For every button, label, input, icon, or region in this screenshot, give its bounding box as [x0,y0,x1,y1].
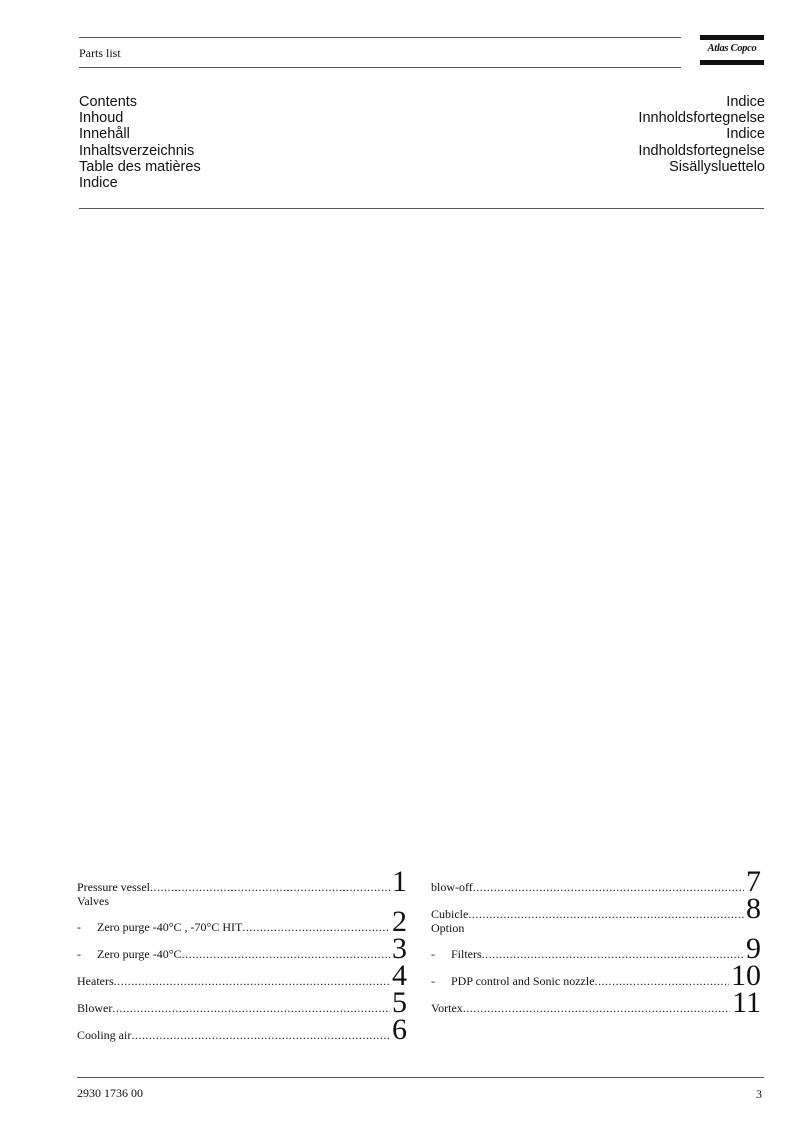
toc-entry-label: Filters [451,947,482,961]
atlas-copco-logo [700,35,764,66]
toc-entry-label: blow-off [431,880,473,894]
logo-bottom-bar [700,60,764,65]
toc-entry-label: Cooling air [77,1028,132,1042]
toc-entry-number: 11 [732,986,761,1019]
toc-entry-label: PDP control and Sonic nozzle [451,974,595,988]
toc-entry-number: 9 [746,932,761,965]
toc-entry-number: 6 [392,1013,407,1046]
toc-entry-number: 4 [392,959,407,992]
toc-entry[interactable] [431,892,761,925]
toc-entry[interactable] [77,959,407,992]
toc-entry-number: 8 [746,892,761,925]
toc-entry-label: Heaters [77,974,114,988]
heading-innehall: Innehåll [79,126,130,143]
heading-indice-it: Indice [79,175,118,192]
toc-entry[interactable] [431,921,761,965]
toc-dash: - [431,947,435,961]
toc-entry-label: Blower [77,1001,113,1015]
toc-entry-number: 7 [746,865,761,898]
dot-leader [150,880,390,895]
heading-indice-es: Indice [726,94,765,110]
toc-entry[interactable] [431,959,761,992]
toc-entry[interactable] [77,1013,407,1046]
heading-indice-pt: Indice [726,126,765,143]
toc-entry-label: Zero purge -40°C [97,947,182,961]
toc-entry[interactable] [77,894,407,938]
dot-leader [473,880,744,895]
toc-entry[interactable] [77,932,407,965]
contents-divider [79,208,764,209]
footer-rule [77,1077,764,1078]
dot-leader [242,920,390,935]
heading-inhaltsverzeichnis: Inhaltsverzeichnis [79,142,195,159]
toc-entry-label: Pressure vessel [77,880,150,894]
heading-indholdsfortegnelse: Indholdsfortegnelse [638,142,765,159]
header-top-rule [79,37,681,38]
toc-entry[interactable] [431,986,761,1019]
dot-leader [112,1001,390,1016]
heading-sisallysluettelo: Sisällysluettelo [669,158,765,175]
toc-entry-number: 10 [731,959,761,992]
toc-entry[interactable] [77,986,407,1019]
toc-entry-label: Zero purge -40°C , -70°C HIT [97,920,243,934]
toc-entry-number: 1 [392,865,407,898]
document-number: 2930 1736 00 [77,1086,143,1100]
toc-entry-number: 3 [392,932,407,965]
toc-entry-label: Vortex [431,1001,463,1015]
toc-dash: - [77,920,81,934]
contents-headings-left [79,94,201,191]
page-number: 3 [756,1087,762,1101]
dot-leader [595,974,729,989]
heading-contents: Contents [79,94,138,110]
toc-entry-label: Cubicle [431,907,469,921]
heading-table-des-matieres: Table des matières [79,158,201,175]
logo-text: Atlas Copco [707,43,757,54]
toc-entry-number: 5 [392,986,407,1019]
dot-leader [468,907,744,922]
toc-dash: - [431,974,435,988]
toc-group-heading-valves: Valves [77,894,109,908]
dot-leader [131,1028,390,1043]
toc-group-heading-option: Option [431,921,465,935]
heading-innholdsfortegnelse: Innholdsfortegnelse [638,110,765,127]
heading-inhoud: Inhoud [79,110,124,127]
toc-entry[interactable] [77,865,407,898]
toc-entry[interactable] [431,865,761,898]
dot-leader [482,947,744,962]
dot-leader [114,974,390,989]
logo-top-bar [700,35,764,40]
dot-leader [182,947,390,962]
header-title: Parts list [79,46,121,60]
dot-leader [463,1001,730,1016]
toc-dash: - [77,947,81,961]
header-bottom-rule [79,67,681,68]
contents-headings-right [638,94,765,175]
toc-entry-number: 2 [392,905,407,938]
